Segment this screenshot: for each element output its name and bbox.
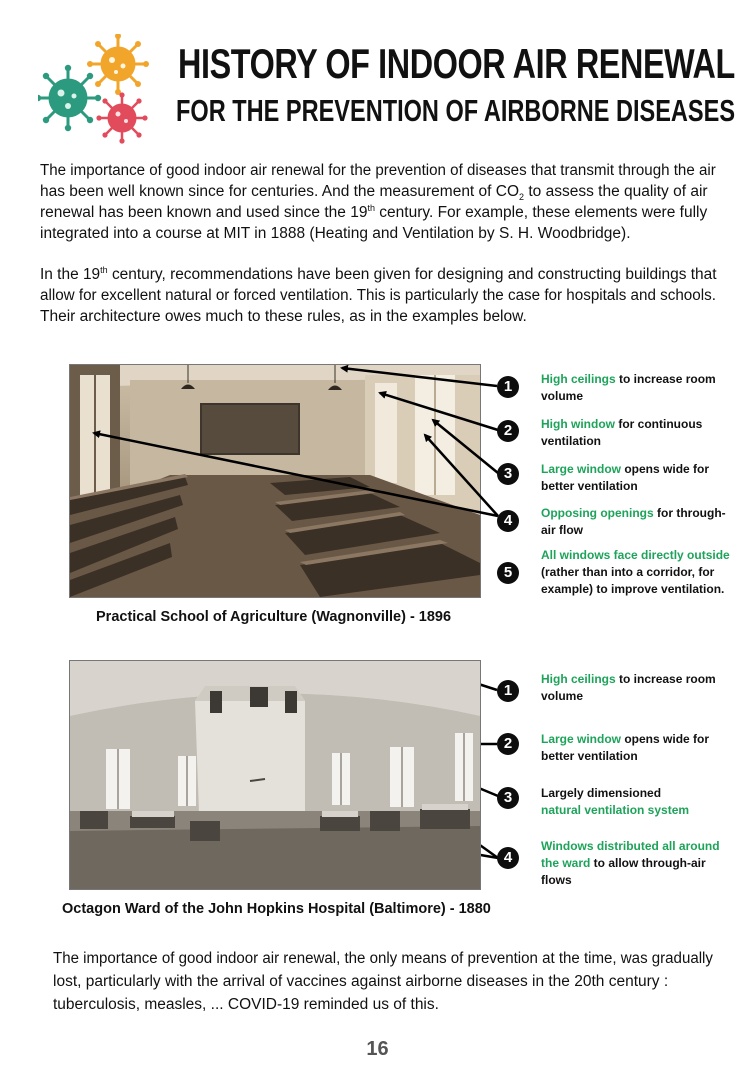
conclusion-paragraph bbox=[53, 947, 713, 1016]
callout-1-2: High window for continuous ventilation bbox=[541, 417, 703, 448]
intro-p2-line-1: In the 19th century, recommendations have been given for designing and constructing buildings that bbox=[40, 264, 717, 283]
callout-2-1: High ceilings to increase room volume bbox=[541, 672, 716, 703]
hospital-ward-photo bbox=[69, 660, 481, 890]
callout-2-4-number: 4 bbox=[497, 847, 519, 869]
red-virus-icon bbox=[96, 92, 147, 143]
classroom-photo bbox=[69, 364, 481, 598]
callout-2-2: Large window opens wide for better ventilation bbox=[541, 732, 710, 763]
conclusion-line-2: lost, particularly with the arrival of vaccines against airborne diseases in the 20th century : bbox=[53, 973, 669, 990]
callout-2-2-number: 2 bbox=[497, 733, 519, 755]
orange-virus-icon bbox=[87, 34, 149, 95]
callout-1-5-number: 5 bbox=[497, 562, 519, 584]
callout-2-3: Largely dimensioned natural ventilation system bbox=[541, 786, 690, 817]
callout-1-4-number: 4 bbox=[497, 510, 519, 532]
teal-virus-icon bbox=[38, 65, 101, 131]
intro-paragraph-2 bbox=[40, 264, 716, 327]
conclusion-line-1: The importance of good indoor air renewal, the only means of prevention at the time, was gradually bbox=[53, 950, 713, 967]
callout-2-1-number: 1 bbox=[497, 680, 519, 702]
intro-p1-line-3: renewal has been known and used since the 19th century. For example, these elements were fully bbox=[40, 202, 708, 221]
classroom-caption: Practical School of Agriculture (Wagnonville) - 1896 bbox=[96, 609, 452, 625]
callout-1-2-number: 2 bbox=[497, 420, 519, 442]
callout-1-5: All windows face directly outside (rather than into a corridor, for example) to improve ventilation. bbox=[541, 548, 730, 596]
intro-p2-line-2: allow for excellent natural or forced ventilation. This is particularly the case for hospitals and schools. bbox=[40, 287, 716, 304]
callout-1-3: Large window opens wide for better ventilation bbox=[541, 462, 710, 493]
page-title: HISTORY OF INDOOR AIR RENEWAL bbox=[178, 40, 735, 87]
intro-p2-line-3: Their architecture owes much to these rules, as in the examples below. bbox=[40, 308, 527, 325]
callout-1-1-number: 1 bbox=[497, 376, 519, 398]
intro-p1-line-1: The importance of good indoor air renewal for the prevention of diseases that transmit through the air bbox=[40, 162, 716, 179]
intro-p1-line-2: has been well known since for centuries. And the measurement of $CO_2$ to assess the quality of air bbox=[40, 183, 708, 203]
intro-paragraph-1 bbox=[40, 160, 716, 244]
callout-1-4: Opposing openings for through-air flow bbox=[541, 506, 726, 537]
callout-1-3-number: 3 bbox=[497, 463, 519, 485]
page-subtitle: FOR THE PREVENTION OF AIRBORNE DISEASES bbox=[176, 93, 736, 128]
virus-logo-icon bbox=[38, 34, 153, 144]
conclusion-line-3: tuberculosis, measles, ... COVID-19 reminded us of this. bbox=[53, 996, 439, 1013]
callout-1-1: High ceilings to increase room volume bbox=[541, 372, 716, 403]
callout-2-4: Windows distributed all around the ward to allow through-air flows bbox=[541, 839, 720, 887]
page-number: 16 bbox=[366, 1038, 389, 1060]
intro-p1-line-4: integrated into a course at MIT in 1888 (Heating and Ventilation by S. H. Woodbridge). bbox=[40, 225, 631, 242]
callout-2-3-number: 3 bbox=[497, 787, 519, 809]
hospital-caption: Octagon Ward of the John Hopkins Hospital (Baltimore) - 1880 bbox=[62, 901, 491, 917]
